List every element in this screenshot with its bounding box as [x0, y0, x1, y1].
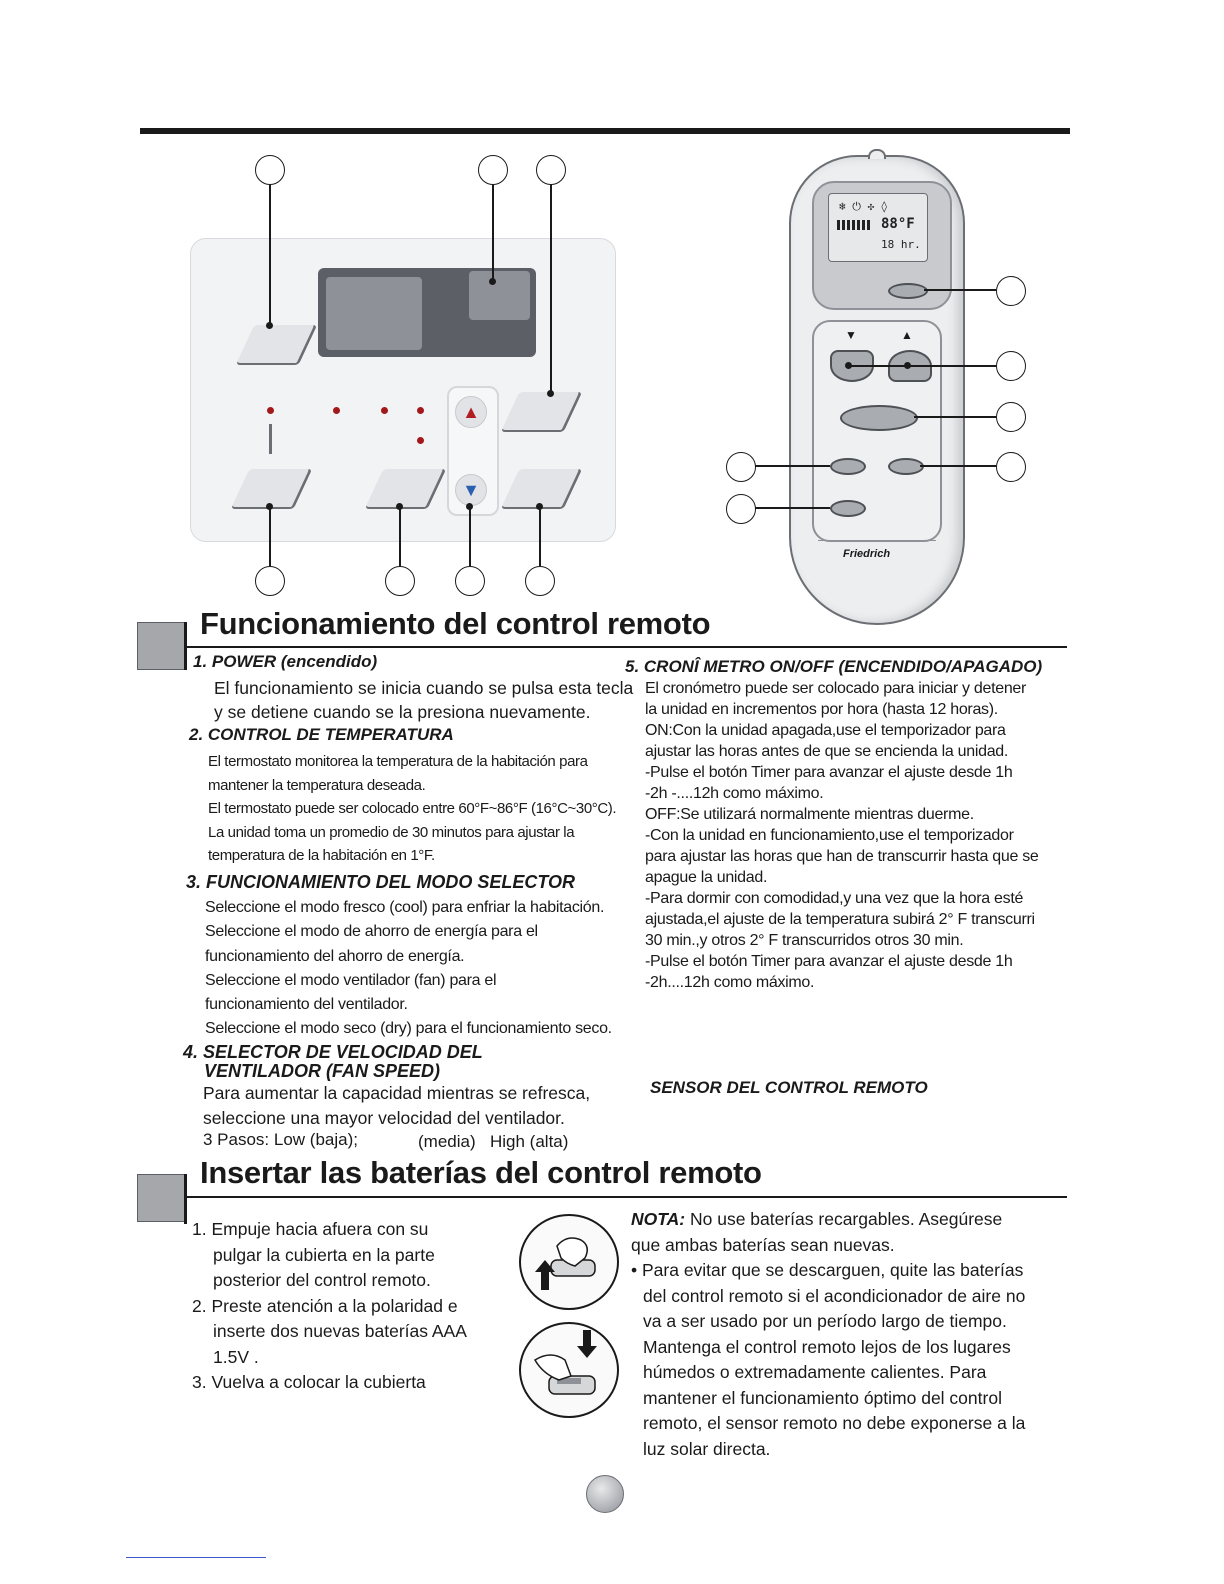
callout-line — [399, 506, 401, 566]
fan-speed-text — [203, 1081, 590, 1131]
section-marker-edge — [184, 1174, 187, 1224]
text-line: 30 min.,y otros 2° F transcurridos otros 30 min. — [645, 932, 964, 949]
callout-dot — [904, 362, 911, 369]
text-line: pulgar la cubierta en la parte — [213, 1244, 435, 1265]
panel-led — [267, 407, 274, 414]
text-line: -Pulse el botón Timer para avanzar el ajuste desde 1h — [645, 764, 1013, 781]
text-line: 2. Preste atención a la polaridad e — [192, 1295, 458, 1316]
text-line: seleccione una mayor velocidad del ventilador. — [203, 1108, 565, 1128]
mode-selector-text — [205, 896, 612, 1042]
callout-circle — [455, 566, 485, 596]
text-line: luz solar directa. — [643, 1438, 771, 1459]
battery-note — [631, 1207, 1025, 1462]
callout-line — [269, 506, 271, 566]
text-line: El termostato monitorea la temperatura de la habitación para — [208, 753, 588, 770]
panel-led — [417, 407, 424, 414]
text-line: Seleccione el modo de ahorro de energía para el — [205, 923, 538, 941]
remote-timer-button — [888, 458, 924, 475]
callout-line — [269, 184, 271, 326]
note-label: NOTA: — [631, 1209, 686, 1229]
timer-text — [645, 678, 1039, 993]
callout-dot — [266, 322, 273, 329]
callout-dot — [489, 278, 496, 285]
battery-insert-illustration — [519, 1322, 619, 1418]
remote-power-button — [888, 283, 928, 299]
section-rule — [187, 1196, 1067, 1198]
section-title-remote: Funcionamiento del control remoto — [200, 606, 711, 641]
text-line: ajustar las horas antes de que se encienda la unidad. — [645, 743, 1009, 760]
text-line: -Para dormir con comodidad,y una vez que la hora esté — [645, 890, 1024, 907]
heading-line: 4. SELECTOR DE VELOCIDAD DEL — [183, 1042, 483, 1062]
callout-circle — [726, 494, 756, 524]
text-line: apague la unidad. — [645, 869, 768, 886]
up-arrow-icon: ▲ — [901, 328, 913, 342]
text-line: que ambas baterías sean nuevas. — [631, 1234, 895, 1255]
hand-slide-cover-icon — [521, 1216, 617, 1308]
heading-fan-speed — [183, 1043, 483, 1081]
power-text — [214, 676, 633, 724]
callout-circle — [996, 276, 1026, 306]
text-line: para ajustar las horas que han de transcurrir hasta que se — [645, 848, 1039, 865]
battery-cover-remove-illustration — [519, 1214, 619, 1310]
text-line: OFF:Se utilizará normalmente mientras duerme. — [645, 806, 974, 823]
callout-circle — [255, 155, 285, 185]
heading-power: 1. POWER (encendido) — [193, 652, 378, 671]
callout-dot — [547, 390, 554, 397]
remote-lcd-screen — [828, 193, 928, 262]
remote-divider — [818, 540, 936, 541]
battery-steps — [192, 1217, 467, 1396]
callout-line — [539, 506, 541, 566]
text-line: El funcionamiento se inicia cuando se pulsa esta tecla — [214, 678, 634, 698]
callout-line — [469, 506, 471, 566]
down-arrow-icon: ▼ — [845, 328, 857, 342]
heading-remote-sensor: SENSOR DEL CONTROL REMOTO — [650, 1078, 928, 1097]
lcd-timer: 18 hr. — [881, 238, 921, 251]
remote-ir-emitter — [868, 149, 886, 159]
text-line: 1.5V . — [213, 1346, 259, 1367]
callout-circle — [478, 155, 508, 185]
callout-dot — [396, 503, 403, 510]
text-line: la unidad en incrementos por hora (hasta 12 horas). — [645, 701, 998, 718]
text-line: 3. Vuelva a colocar la cubierta — [192, 1372, 426, 1392]
callout-line — [914, 416, 996, 418]
lcd-temperature: 88°F — [881, 216, 915, 232]
heading-line: VENTILADOR (FAN SPEED) — [204, 1061, 441, 1081]
page-number-marker — [586, 1475, 624, 1513]
text-line: funcionamiento del ahorro de energía. — [205, 947, 465, 965]
heading-mode-selector: 3. FUNCIONAMIENTO DEL MODO SELECTOR — [186, 872, 576, 892]
section-rule — [187, 646, 1067, 648]
lcd-fan-bars — [837, 220, 871, 230]
text-line: -2h -....12h como máximo. — [645, 785, 824, 802]
remote-fan-button — [830, 458, 866, 475]
callout-circle — [385, 566, 415, 596]
callout-line — [755, 507, 830, 509]
text-line: -2h....12h como máximo. — [645, 974, 815, 991]
text-line: Seleccione el modo fresco (cool) para enfriar la habitación. — [205, 899, 605, 916]
callout-dot — [845, 362, 852, 369]
callout-circle — [536, 155, 566, 185]
up-arrow-icon: ▲ — [455, 396, 487, 428]
section-marker — [137, 622, 187, 670]
text-line: Para aumentar la capacidad mientras se refresca, — [203, 1083, 591, 1103]
panel-led — [381, 407, 388, 414]
text-line: ajustada,el ajuste de la temperatura subirá 2° F transcurri — [645, 911, 1035, 928]
heading-timer: 5. CRONÎ METRO ON/OFF (ENCENDIDO/APAGADO) — [625, 657, 1043, 676]
callout-dot — [466, 503, 473, 510]
text-line: va a ser usado por un período largo de tiempo. — [643, 1311, 1007, 1331]
callout-dot — [536, 503, 543, 510]
fan-speed-high: High (alta) — [490, 1132, 569, 1151]
panel-led — [417, 437, 424, 444]
text-line: y se detiene cuando se la presiona nuevamente. — [214, 702, 591, 722]
note-text: No use baterías recargables. Asegúrese — [689, 1209, 1003, 1229]
remote-mode-button — [840, 405, 918, 431]
panel-divider — [269, 424, 272, 454]
text-line: remoto, el sensor remoto no debe exponerse a la — [643, 1413, 1026, 1433]
callout-line — [920, 465, 996, 467]
text-line: del control remoto si el acondicionador de aire no — [643, 1285, 1026, 1306]
header-rule — [140, 128, 1070, 134]
text-line: mantener el funcionamiento óptimo del control — [643, 1387, 1002, 1408]
panel-temp-display — [326, 277, 422, 350]
callout-circle — [255, 566, 285, 596]
heading-temperature: 2. CONTROL DE TEMPERATURA — [189, 725, 454, 744]
footer-rule — [126, 1557, 266, 1558]
callout-line — [755, 465, 830, 467]
callout-line — [550, 184, 552, 394]
text-line: inserte dos nuevas baterías AAA — [213, 1321, 467, 1341]
callout-circle — [525, 566, 555, 596]
text-line: temperatura de la habitación en 1°F. — [208, 847, 435, 864]
text-line: posterior del control remoto. — [213, 1270, 431, 1290]
callout-line — [924, 289, 996, 291]
callout-line — [848, 365, 996, 367]
temperature-text — [208, 750, 616, 868]
callout-circle — [996, 402, 1026, 432]
callout-line — [492, 184, 494, 280]
panel-led — [333, 407, 340, 414]
text-line: La unidad toma un promedio de 30 minutos para ajustar la — [208, 823, 575, 841]
text-line: Seleccione el modo ventilador (fan) para el — [205, 971, 497, 989]
text-line: -Con la unidad en funcionamiento,use el temporizador — [645, 827, 1014, 844]
text-line: húmedos o extremadamente calientes. Para — [643, 1362, 987, 1382]
note-first-line — [631, 1207, 1025, 1233]
callout-circle — [996, 452, 1026, 482]
remote-brand-logo: Friedrich — [843, 548, 891, 560]
text-line: mantener la temperatura deseada. — [208, 776, 426, 794]
callout-dot — [266, 503, 273, 510]
text-line: funcionamiento del ventilador. — [205, 996, 408, 1014]
fan-speed-medium: (media) — [418, 1132, 476, 1151]
hand-insert-battery-icon — [521, 1324, 617, 1416]
section-title-batteries: Insertar las baterías del control remoto — [200, 1155, 762, 1190]
text-line: ON:Con la unidad apagada,use el temporizador para — [645, 722, 1006, 739]
callout-circle — [996, 351, 1026, 381]
text-line: El cronómetro puede ser colocado para iniciar y detener — [645, 680, 1027, 697]
fan-speed-steps: 3 Pasos: Low (baja); — [203, 1130, 358, 1149]
callout-circle — [726, 452, 756, 482]
text-line: • Para evitar que se descarguen, quite las baterías — [631, 1260, 1024, 1280]
text-line: El termostato puede ser colocado entre 60°F~86°F (16°C~30°C). — [208, 800, 617, 817]
text-line: Mantenga el control remoto lejos de los lugares — [643, 1336, 1011, 1357]
text-line: 1. Empuje hacia afuera con su — [192, 1219, 429, 1239]
text-line: -Pulse el botón Timer para avanzar el ajuste desde 1h — [645, 953, 1013, 970]
remote-energy-button — [830, 500, 866, 517]
lcd-mode-icons: ❄ ⏻ ✣ ◊ — [839, 200, 888, 213]
down-arrow-icon: ▼ — [455, 474, 487, 506]
section-marker — [137, 1174, 187, 1222]
text-line: Seleccione el modo seco (dry) para el funcionamiento seco. — [205, 1020, 612, 1038]
panel-sensor-window — [469, 271, 530, 320]
